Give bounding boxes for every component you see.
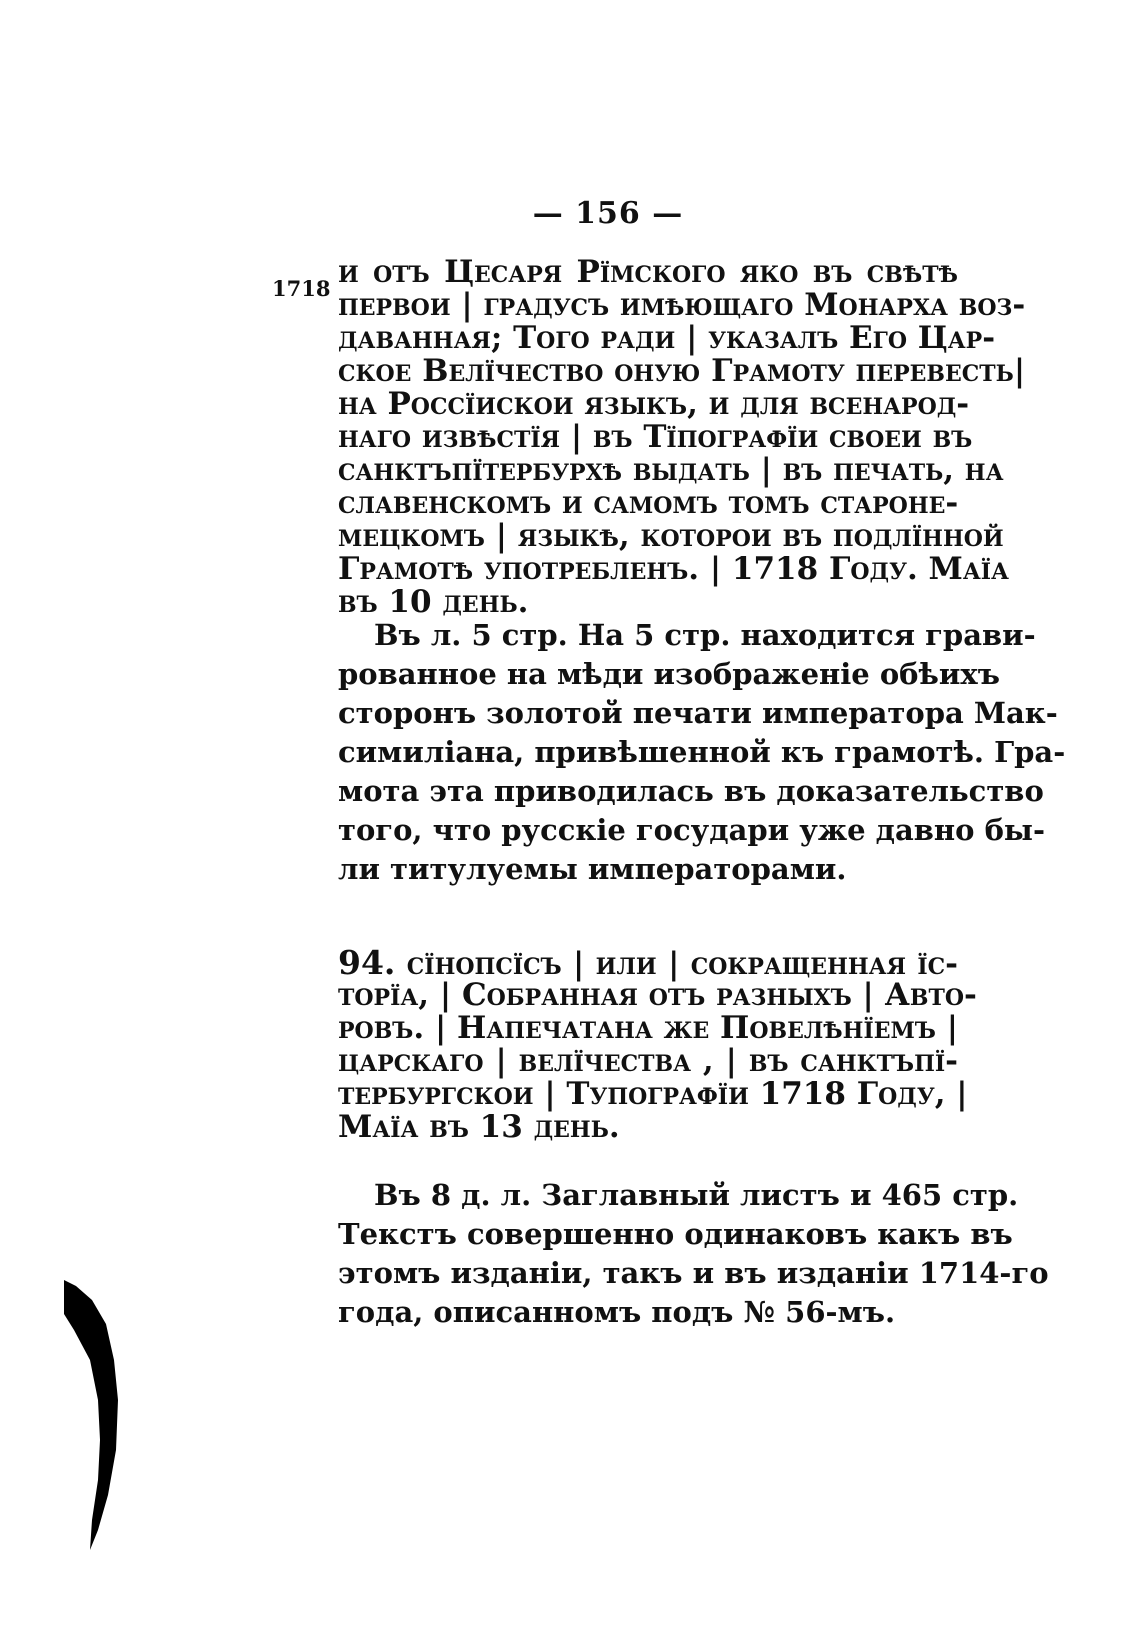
- note-line: ли титулуемы императорами.: [338, 852, 847, 886]
- note-line: мота эта приводилась въ доказательство: [338, 774, 1044, 808]
- entry-94-first-line: [338, 943, 959, 982]
- text-line: Маїа въ 13 день.: [338, 1109, 620, 1145]
- entry-number: 94.: [338, 943, 396, 982]
- entry-93-text: [338, 254, 1026, 620]
- note-line: сторонъ золотой печати императора Мак-: [338, 696, 1058, 730]
- text-line: первои | градусъ имѣющаго Монарха воз-: [338, 287, 1026, 323]
- text-line: ское Велїчество оную Грамоту перевесть|: [338, 353, 1026, 389]
- text-line: въ 10 день.: [338, 584, 529, 620]
- text-line: Грамотѣ употребленъ. | 1718 Году. Маїа: [338, 551, 1009, 587]
- text-line: торїа, | Собранная отъ разныхъ | Авто-: [338, 977, 977, 1013]
- note-line: Текстъ совершенно одинаковъ какъ въ: [338, 1217, 1013, 1251]
- text-line: санктъпїтербурхѣ выдать | въ печать, на: [338, 452, 1004, 488]
- note-line: Въ л. 5 стр. На 5 стр. находится грави-: [374, 618, 1036, 652]
- text-line: наго извѣстїя | въ Тїпографїи своеи въ: [338, 419, 973, 455]
- ink-blot-mark: [62, 1280, 122, 1550]
- note-line: того, что русскiе государи уже давно бы-: [338, 813, 1046, 847]
- text-line: на Россїискои языкъ, и для всенарод-: [338, 386, 970, 422]
- text-line: даванная; Того ради | указалъ Его Цар-: [338, 320, 996, 356]
- note-line: этомъ изданiи, такъ и въ изданiи 1714-го: [338, 1256, 1049, 1290]
- text-line: славенскомъ и самомъ томъ староне-: [338, 485, 959, 521]
- note-line: Въ 8 д. л. Заглавный листъ и 465 стр.: [374, 1178, 1019, 1212]
- text-line: тербургскои | Тупографїи 1718 Году, |: [338, 1076, 968, 1112]
- text-line: сїнопсїсъ | или | сокращенная їс-: [406, 946, 959, 982]
- margin-year: 1718: [272, 276, 331, 301]
- text-line: ровъ. | Напечатана же Повелѣнїемъ |: [338, 1010, 958, 1046]
- text-line: царскаго | велїчества , | въ санктъпї-: [338, 1043, 958, 1079]
- entry-94-text: [338, 943, 977, 1145]
- entry-94-note: [338, 1176, 1049, 1332]
- text-line: и отъ Цесаря Рїмского яко въ свѣтѣ: [338, 254, 958, 290]
- text-line: мецкомъ | языкѣ, которои въ подлїнной: [338, 518, 1004, 554]
- note-line: рованное на мѣди изображенiе обѣихъ: [338, 657, 1000, 691]
- note-line: года, описанномъ подъ № 56-мъ.: [338, 1295, 896, 1329]
- page-number: — 156 —: [532, 196, 684, 231]
- note-line: симилiана, привѣшенной къ грамотѣ. Гра-: [338, 735, 1066, 769]
- entry-93-note: [338, 616, 1066, 889]
